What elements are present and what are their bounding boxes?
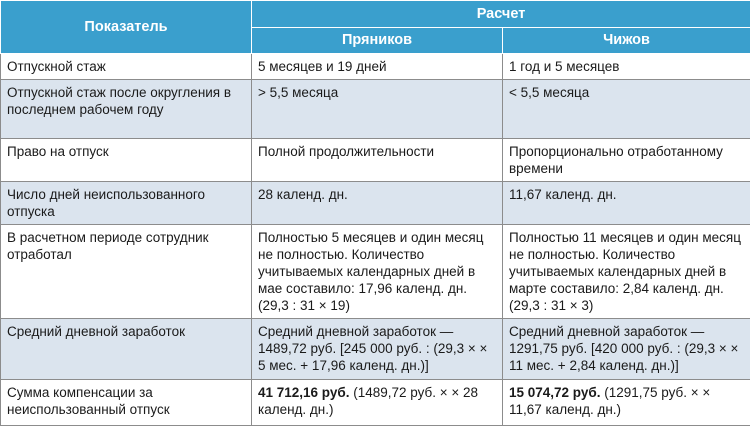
row-value-employee-2: Полностью 11 месяцев и один месяц не полностью. Количество учитываемых календарных дней в марте составило: 2,84 календ. дн. (29,3 : 31 × 3): [503, 225, 750, 319]
row-label: Число дней неиспользованного отпуска: [1, 182, 252, 225]
compensation-formula-2: (1291,75 руб. × × 11,67 календ. дн.): [509, 385, 711, 417]
header-employee-1: Пряников: [252, 28, 503, 54]
compensation-amount-2: 15 074,72 руб.: [509, 385, 601, 400]
table-row: [1, 80, 750, 139]
table-row: [1, 225, 750, 319]
header-row-top: [1, 1, 750, 28]
table-header: [1, 1, 750, 54]
table-row: [1, 380, 750, 426]
row-value-employee-2: 11,67 календ. дн.: [503, 182, 750, 225]
row-value-employee-1: 28 календ. дн.: [252, 182, 503, 225]
table-row: [1, 319, 750, 380]
row-value-employee-1: [252, 380, 503, 426]
row-label: Отпускной стаж после округления в последнем рабочем году: [1, 80, 252, 139]
row-label: Средний дневной заработок: [1, 319, 252, 380]
row-value-employee-2: 1 год и 5 месяцев: [503, 54, 750, 80]
header-indicator: Показатель: [1, 1, 252, 54]
row-value-employee-1: Полностью 5 месяцев и один месяц не полностью. Количество учитываемых календарных дней в мае составило: 17,96 календ. дн. (29,3 : 31 × 19): [252, 225, 503, 319]
row-value-employee-1: 5 месяцев и 19 дней: [252, 54, 503, 80]
row-value-employee-2: < 5,5 месяца: [503, 80, 750, 139]
row-value-employee-2: [503, 380, 750, 426]
table-row: [1, 54, 750, 80]
row-label: Право на отпуск: [1, 139, 252, 182]
row-label: В расчетном периоде сотрудник отработал: [1, 225, 252, 319]
header-calculation: Расчет: [252, 1, 750, 28]
row-value-employee-1: Средний дневной заработок — 1489,72 руб. [245 000 руб. : (29,3 × × 5 мес. + 17,96 календ. дн.)]: [252, 319, 503, 380]
row-label: Отпускной стаж: [1, 54, 252, 80]
table-row: [1, 182, 750, 225]
row-value-employee-1: > 5,5 месяца: [252, 80, 503, 139]
compensation-amount-1: 41 712,16 руб.: [258, 385, 350, 400]
table-row: [1, 139, 750, 182]
row-value-employee-2: Средний дневной заработок — 1291,75 руб. [420 000 руб. : (29,3 × × 11 мес. + 2,84 календ. дн.)]: [503, 319, 750, 380]
row-value-employee-2: Пропорционально отработанному времени: [503, 139, 750, 182]
row-label: Сумма компенсации за неиспользованный отпуск: [1, 380, 252, 426]
row-value-employee-1: Полной продолжительности: [252, 139, 503, 182]
header-employee-2: Чижов: [503, 28, 750, 54]
table-body: [1, 54, 750, 426]
compensation-formula-1: (1489,72 руб. × × 28 календ. дн.): [258, 385, 479, 417]
